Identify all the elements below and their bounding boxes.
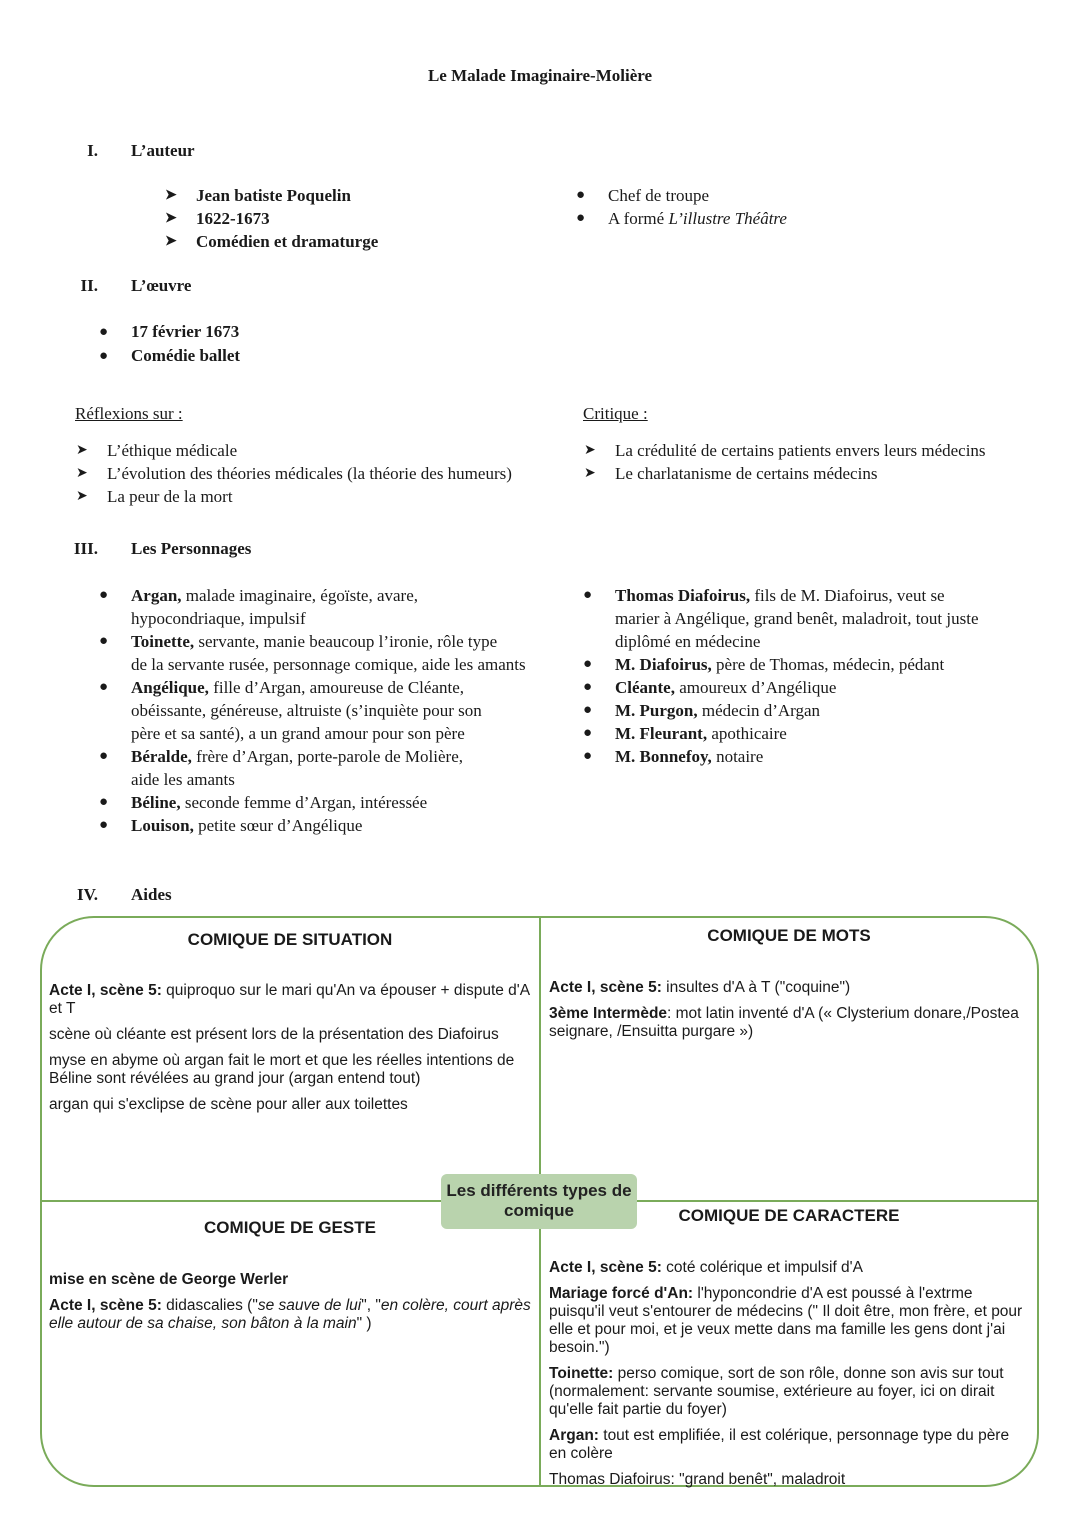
list-item: ● Chef de troupe [576,186,710,205]
mots-body [549,979,1027,1049]
page-title: Le Malade Imaginaire-Molière [427,66,653,85]
bullet-icon: ● [99,817,109,833]
characters-left-list [99,584,571,837]
list-item: ● A formé L’illustre Théâtre [576,209,787,228]
arrow-bullet-icon: ➤ [76,466,88,481]
section-3-title: Les Personnages [131,539,252,558]
section-2-title: L’œuvre [131,276,192,295]
character-beline: ● Béline, seconde femme d’Argan, intéressée [99,793,428,812]
section-4-number: IV. [77,885,98,904]
arrow-bullet-icon: ➤ [165,188,177,203]
bullet-icon: ● [583,725,593,741]
bullet-icon: ● [99,587,109,603]
reflexions-heading: Réflexions sur : [75,404,183,423]
situation-item: argan qui s'exclipse de scène pour aller aux toilettes [49,1096,408,1113]
character-m-diafoirus: ● M. Diafoirus, père de Thomas, médecin, pédant [583,655,945,674]
list-item: ● Comédie ballet [131,344,240,368]
character-argan: ● Argan, malade imaginaire, égoïste, avare, hypocondriaque, impulsif [99,586,419,628]
work-list [99,320,241,368]
bullet-icon: ● [99,633,109,649]
bullet-icon: ● [99,324,109,340]
caractere-item: Argan: tout est emplifiée, il est colérique, personnage type du père en colère [549,1427,1010,1462]
mots-item: Acte I, scène 5: insultes d'A à T ("coquine") [549,979,851,996]
geste-body [49,1271,531,1341]
character-toinette: ● Toinette, servante, manie beaucoup l’ironie, rôle type de la servante rusée, personnage comique, aide les amants [99,632,526,674]
author-details-list [576,184,787,230]
bullet-icon: ● [583,656,593,672]
geste-item: mise en scène de George Werler [49,1271,289,1288]
bullet-icon: ● [99,794,109,810]
arrow-bullet-icon: ➤ [584,466,596,481]
character-m-purgon: ● M. Purgon, médecin d’Argan [583,701,821,720]
arrow-bullet-icon: ➤ [584,443,596,458]
bullet-icon: ● [99,748,109,764]
situation-item: Acte I, scène 5: quiproquo sur le mari qu'An va épouser + dispute d'A et T [49,982,530,1017]
bullet-icon: ● [583,748,593,764]
caractere-item: Toinette: perso comique, sort de son rôle, donne son avis sur tout (normalement: servante soumise, extérieure au foyer, ici on dirait qu'elle fait partie du foyer) [549,1365,1004,1418]
list-item: ➤ Comédien et dramaturge [165,232,379,251]
list-item: ➤ L’éthique médicale [76,441,238,460]
reflexions-list [76,439,512,508]
bullet-icon: ● [583,587,593,603]
geste-heading: COMIQUE DE GESTE [204,1218,376,1237]
mots-heading: COMIQUE DE MOTS [707,926,871,945]
list-item: ➤ La crédulité de certains patients envers leurs médecins [584,441,986,460]
center-label: Les différents types de comique [441,1174,637,1229]
situation-heading: COMIQUE DE SITUATION [187,930,393,949]
caractere-item: Thomas Diafoirus: "grand benêt", maladroit [549,1471,846,1488]
arrow-bullet-icon: ➤ [165,234,177,249]
bullet-icon: ● [583,679,593,695]
caractere-heading: COMIQUE DE CARACTERE [678,1206,900,1225]
character-thomas-diafoirus: ● Thomas Diafoirus, fils de M. Diafoirus, veut se marier à Angélique, grand benêt, maladroit, tout juste diplômé en médecine [583,586,979,651]
bullet-icon: ● [576,187,586,203]
character-beralde: ● Béralde, frère d’Argan, porte-parole de Molière, aide les amants [99,747,463,789]
caractere-item: Mariage forcé d'An: l'hyponcondrie d'A est poussé à l'extrme puisqu'il veut s'entourer de médecins (" Il doit être, mon frère, et pour elle et pour moi, et je veux mette dans ma famille les gens dont j'ai besoin.") [549,1285,1023,1356]
mots-item: 3ème Intermède: mot latin inventé d'A (« Clysterium donare,/Postea seignare, /Ensuitta purgare ») [549,1005,1019,1040]
critique-heading: Critique : [583,404,648,423]
section-1-title: L’auteur [131,141,195,160]
list-item: ➤ 1622-1673 [165,209,270,228]
character-m-bonnefoy: ● M. Bonnefoy, notaire [583,747,764,766]
caractere-body [549,1259,1029,1497]
author-list [165,184,379,253]
list-item: ● 17 février 1673 [131,320,240,344]
bullet-icon: ● [576,210,586,226]
situation-item: myse en abyme où argan fait le mort et que les réelles intentions de Béline sont révélées au grand jour (argan entend tout) [49,1052,515,1087]
character-angelique: ● Angélique, fille d’Argan, amoureuse de Cléante, obéissante, généreuse, altruiste (s’inquiète pour son père et sa santé), a un grand amour pour son père [99,678,482,743]
character-cleante: ● Cléante, amoureux d’Angélique [583,678,837,697]
character-louison: ● Louison, petite sœur d’Angélique [99,816,363,835]
critique-list [584,439,986,485]
situation-body [49,982,531,1122]
character-m-fleurant: ● M. Fleurant, apothicaire [583,724,787,743]
arrow-bullet-icon: ➤ [76,489,88,504]
section-4-title: Aides [131,885,172,904]
list-item: ➤ L’évolution des théories médicales (la théorie des humeurs) [76,464,512,483]
arrow-bullet-icon: ➤ [76,443,88,458]
section-1-number: I. [87,141,98,160]
caractere-item: Acte I, scène 5: coté colérique et impulsif d'A [549,1259,863,1276]
section-2-number: II. [80,276,98,295]
arrow-bullet-icon: ➤ [165,211,177,226]
list-item: ➤ La peur de la mort [76,487,233,506]
list-item: ➤ Jean batiste Poquelin [165,186,351,205]
situation-item: scène où cléante est présent lors de la présentation des Diafoirus [49,1026,499,1043]
bullet-icon: ● [99,348,109,364]
bullet-icon: ● [99,679,109,695]
list-item: ➤ Le charlatanisme de certains médecins [584,464,878,483]
characters-right-list [583,584,1035,768]
section-3-number: III. [73,539,98,558]
geste-item: Acte I, scène 5: didascalies ("se sauve de lui", "en colère, court après elle autour de sa chaise, son bâton à la main" ) [49,1297,531,1332]
bullet-icon: ● [583,702,593,718]
